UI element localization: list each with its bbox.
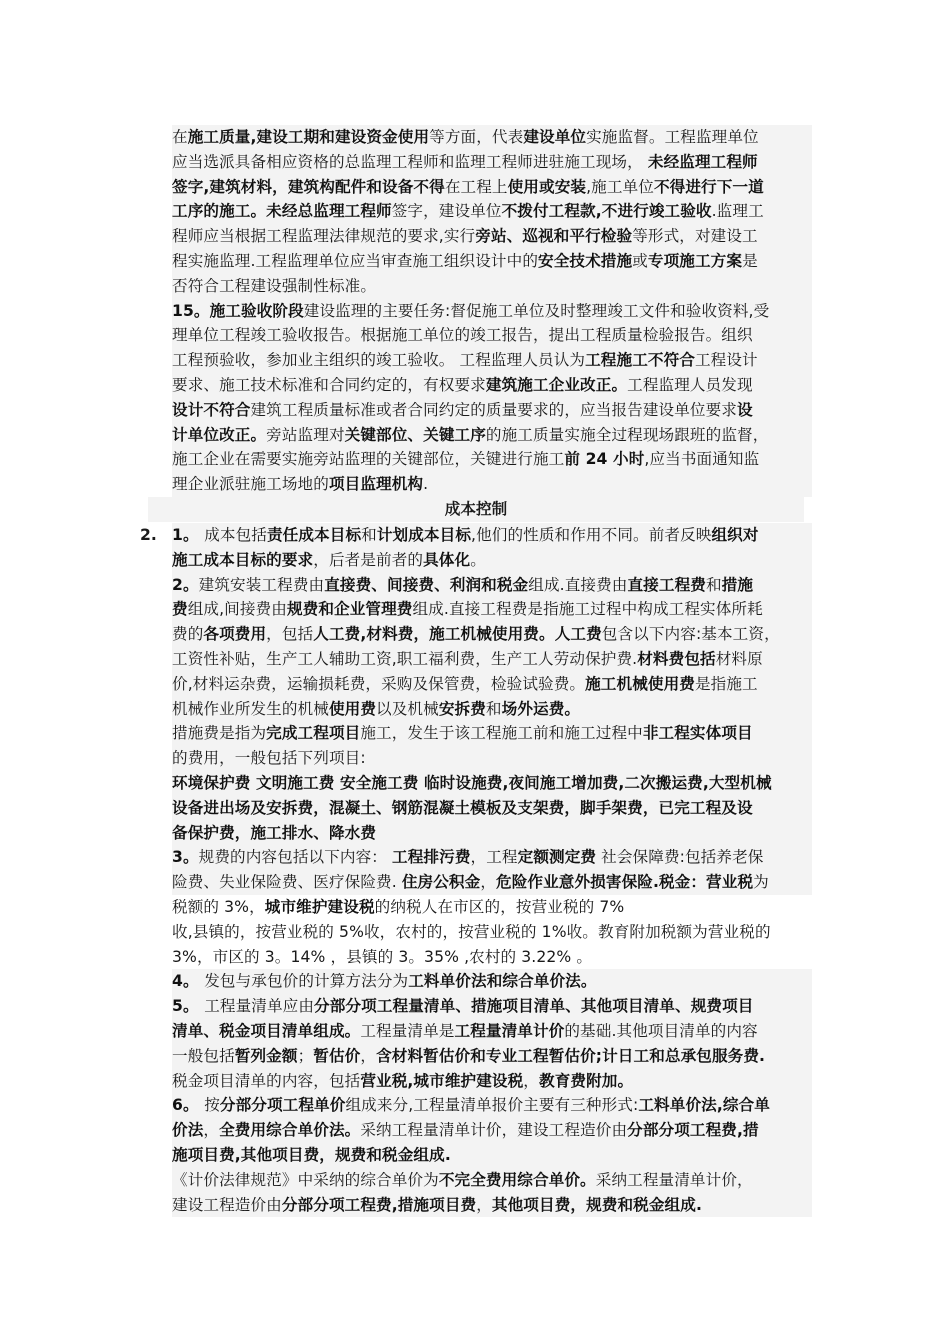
text-run: 工程监理人员发现 bbox=[627, 375, 753, 394]
text-run: 是 bbox=[742, 251, 758, 270]
bold-text: 前 24 小时 bbox=[564, 450, 645, 469]
bold-text: 15。施工验收阶段 bbox=[172, 301, 304, 320]
text-run: ， bbox=[360, 1046, 377, 1065]
text-run: 等形式，对建设工 bbox=[632, 227, 758, 246]
bold-text: 措施 bbox=[721, 575, 754, 594]
text-run: ,应当书面通知监 bbox=[644, 450, 760, 469]
bold-text: 规费和企业管理费 bbox=[286, 600, 413, 619]
bold-text: 含材料暂估价和专业工程暂估价;计日工和总承包服务费. bbox=[376, 1046, 766, 1065]
bold-text: 4。 bbox=[172, 972, 205, 991]
bold-text: 施项目费,其他项目费，规费和税金组成. bbox=[172, 1145, 451, 1164]
text-run: 成本包括 bbox=[204, 526, 267, 544]
bold-text: 分部分项工程量清单、措施项目清单、其他项目清单、规费项目 bbox=[314, 997, 754, 1016]
text-run: . bbox=[423, 475, 429, 494]
text-line bbox=[172, 845, 812, 870]
text-line bbox=[172, 523, 812, 548]
bold-text: 1。 bbox=[172, 526, 205, 544]
text-run: 等方面，代表 bbox=[429, 128, 524, 146]
bold-text: 材料费包括 bbox=[637, 649, 716, 668]
text-run: 价,材料运杂费，运输损耗费，采购及保管费，检验试验费。 bbox=[172, 674, 586, 693]
bold-text: 直接工程费 bbox=[627, 575, 706, 594]
text-run: 的纳税人在市区的，按营业税的 7% bbox=[374, 897, 625, 916]
text-run: ， bbox=[203, 1121, 220, 1140]
text-run: 建筑安装工程费由 bbox=[198, 575, 325, 594]
bold-text: 使用或安装 bbox=[507, 177, 587, 196]
text-run: 。 bbox=[470, 550, 486, 569]
text-run: 理单位工程竣工验收报告。根据施工单位的竣工报告，提出工程质量检验报告。组织 bbox=[172, 326, 753, 345]
bold-text: 不拨付工程款,不进行竣工验收 bbox=[501, 202, 712, 221]
bold-text: 定额测定费 bbox=[517, 848, 597, 867]
text-run: 的基础.其他项目清单的内容 bbox=[564, 1021, 758, 1040]
bold-text: 工程量清单计价 bbox=[454, 1021, 565, 1040]
text-run: 或 bbox=[632, 251, 648, 270]
text-line bbox=[172, 870, 812, 895]
text-run: 险费、失业保险费、医疗保险费. bbox=[172, 873, 402, 892]
bold-text: 不得进行下一道 bbox=[653, 177, 764, 196]
text-run: 要求、施工技术标准和合同约定的，有权要求 bbox=[172, 375, 486, 394]
text-line bbox=[172, 373, 812, 398]
text-run: ， bbox=[476, 1195, 492, 1214]
text-line bbox=[172, 721, 812, 746]
bold-text: 3。 bbox=[172, 848, 199, 867]
text-line bbox=[172, 323, 812, 348]
text-line bbox=[172, 994, 812, 1019]
text-run: 签字，建设单位 bbox=[391, 202, 502, 221]
text-run: ， bbox=[480, 873, 497, 892]
text-run: 组成.直接费由 bbox=[528, 575, 628, 594]
bold-text: 场外运费。 bbox=[501, 699, 581, 718]
text-line bbox=[172, 1044, 812, 1069]
text-run: 税额的 3%， bbox=[172, 897, 265, 916]
bold-text: 营业税,城市维护建设税 bbox=[360, 1071, 524, 1090]
text-run: 3%，市区的 3。14% ，县镇的 3。35% ,农村的 3.22% 。 bbox=[172, 947, 593, 966]
bold-text: 不完全费用综合单价。 bbox=[438, 1170, 596, 1189]
text-run: 组成来分,工程量清单报价主要有三种形式: bbox=[345, 1096, 639, 1115]
text-line bbox=[172, 150, 812, 175]
text-run: 应当选派具备相应资格的总监理工程师和监理工程师进驻施工现场， bbox=[172, 152, 648, 171]
bold-text: 旁站、巡视和平行检验 bbox=[475, 227, 633, 246]
text-run: 建设监理的主要任务:督促施工单位及时整理竣工文件和验收资料,受 bbox=[303, 301, 770, 320]
text-run: 组成.直接工程费是指施工过程中构成工程实体所耗 bbox=[412, 600, 763, 619]
text-line bbox=[172, 945, 812, 970]
text-line bbox=[172, 1118, 812, 1143]
text-run: 《计价法律规范》 bbox=[172, 1170, 298, 1189]
text-run: 建筑工程质量标准或者合同约定的质量要求的，应当报告建设单位要求 bbox=[250, 400, 737, 419]
text-run: 机械作业所发生的机械 bbox=[172, 699, 329, 718]
bold-text: 分部分项工程费,措 bbox=[627, 1121, 759, 1140]
text-run: 施工，发生于该工程施工前和施工过程中 bbox=[360, 724, 643, 743]
bold-text: 施工成本目标的要求 bbox=[172, 550, 314, 569]
text-run: .监理工 bbox=[711, 202, 764, 221]
text-line bbox=[172, 622, 812, 647]
text-line bbox=[172, 1193, 812, 1218]
text-run: 工程量清单应由 bbox=[204, 997, 315, 1016]
text-run: 工程量清单是 bbox=[360, 1021, 455, 1040]
bold-text: 价法 bbox=[172, 1121, 204, 1140]
text-run: 中采纳的综合单价为 bbox=[297, 1170, 439, 1189]
text-run: 一般包括 bbox=[172, 1046, 235, 1065]
bold-text: 环境保护费 文明施工费 安全施工费 临时设施费,夜间施工增加费,二次搬运费,大型机械 bbox=[172, 773, 772, 792]
text-line bbox=[172, 447, 812, 472]
cost-control-section bbox=[172, 523, 812, 1217]
text-line bbox=[172, 672, 812, 697]
text-line bbox=[172, 548, 812, 573]
bold-text: 暂列金额 bbox=[234, 1046, 298, 1065]
text-line bbox=[172, 249, 812, 274]
bold-text: 住房公积金 bbox=[401, 873, 481, 892]
text-line bbox=[172, 348, 812, 373]
bold-text: 清单、税金项目清单组成。 bbox=[172, 1021, 361, 1040]
bold-text: 计单位改正。 bbox=[172, 425, 267, 444]
text-line bbox=[172, 895, 812, 920]
text-line bbox=[172, 746, 812, 771]
bold-text: 全费用综合单价法。 bbox=[219, 1121, 361, 1140]
section-heading: 成本控制 bbox=[148, 497, 804, 522]
bold-text: 安拆费 bbox=[438, 699, 486, 718]
bold-text: 工序的施工。未经总监理工程师 bbox=[172, 202, 392, 221]
bold-text: 分部分项工程单价 bbox=[219, 1096, 346, 1115]
text-line bbox=[172, 224, 812, 249]
bold-text: 危险作业意外损害保险.税金：营业税 bbox=[496, 873, 754, 892]
bold-text: 建设单位 bbox=[523, 128, 587, 146]
bold-text: 其他项目费，规费和税金组成. bbox=[491, 1195, 702, 1214]
supervision-section bbox=[172, 125, 812, 497]
bold-text: 关键部位、关键工序 bbox=[344, 425, 486, 444]
text-line bbox=[172, 821, 812, 846]
bold-text: 6。 bbox=[172, 1096, 205, 1115]
text-line bbox=[172, 1019, 812, 1044]
text-run: ； bbox=[297, 1046, 314, 1065]
text-run: 以及机械 bbox=[376, 699, 439, 718]
text-run: ,施工单位 bbox=[586, 177, 654, 196]
text-run: 收,县镇的，按营业税的 5%收，农村的，按营业税的 1%收。教育附加税额为营业税的 bbox=[172, 922, 771, 941]
bold-text: 施工机械使用费 bbox=[585, 674, 695, 693]
bold-text: 完成工程项目 bbox=[266, 724, 361, 743]
text-run: 否符合工程建设强制性标准。 bbox=[172, 276, 377, 295]
text-line bbox=[172, 199, 812, 224]
text-line bbox=[172, 1093, 812, 1118]
bold-text: 项目监理机构 bbox=[328, 475, 424, 494]
bold-text: 组织对 bbox=[711, 526, 759, 544]
bold-text: 工料单价法,综合单 bbox=[638, 1096, 770, 1115]
bold-text: 教育费附加。 bbox=[539, 1071, 634, 1090]
text-line bbox=[172, 398, 812, 423]
text-run: 采纳工程量清单计价， bbox=[595, 1170, 753, 1189]
text-line bbox=[172, 125, 812, 150]
bold-text: 设备进出场及安拆费，混凝土、钢筋混凝土模板及支架费，脚手架费，已完工程及设 bbox=[172, 798, 753, 817]
text-run: 工程预验收，参加业主组织的竣工验收。 工程监理人员认为 bbox=[172, 351, 586, 370]
bold-text: 城市维护建设税 bbox=[264, 897, 375, 916]
bold-text: 建筑施工企业改正。 bbox=[485, 375, 628, 394]
bold-text: 专项施工方案 bbox=[647, 251, 743, 270]
text-run: 实施监督。工程监理单位 bbox=[586, 128, 759, 146]
bold-text: 非工程实体项目 bbox=[642, 724, 753, 743]
text-run: ,他们的性质和作用不同。前者反映 bbox=[471, 526, 712, 544]
text-line bbox=[172, 472, 812, 497]
text-run: 包含以下内容:基本工资， bbox=[601, 625, 780, 644]
bold-text: 未经监理工程师 bbox=[647, 152, 758, 171]
bold-text: 2。 bbox=[172, 575, 199, 594]
bold-text: 施工质量,建设工期和建设资金使用 bbox=[187, 128, 430, 146]
text-run: 按 bbox=[204, 1096, 220, 1115]
text-run: 为 bbox=[753, 873, 769, 892]
bold-text: 工程排污费 bbox=[392, 848, 471, 867]
text-run: ，后者是前者的 bbox=[313, 550, 424, 569]
text-line bbox=[172, 299, 812, 324]
text-line bbox=[172, 796, 812, 821]
text-run: 理企业派驻施工场地的 bbox=[172, 475, 329, 494]
bold-text: 费 bbox=[172, 600, 188, 619]
bold-text: 备保护费，施工排水、降水费 bbox=[172, 823, 377, 842]
text-line bbox=[172, 697, 812, 722]
text-run: ， bbox=[523, 1071, 539, 1090]
text-run: 建设工程造价由 bbox=[172, 1195, 282, 1214]
text-line bbox=[172, 597, 812, 622]
bold-text: 人工费,材料费，施工机械使用费。人工费 bbox=[313, 625, 602, 644]
text-line bbox=[172, 175, 812, 200]
text-run: 和 bbox=[361, 526, 377, 544]
bold-text: 设计不符合 bbox=[172, 400, 251, 419]
text-run: ，包括 bbox=[266, 625, 314, 644]
text-line bbox=[172, 647, 812, 672]
bold-text: 工料单价法和综合单价法。 bbox=[408, 972, 597, 991]
bold-text: 具体化 bbox=[423, 550, 471, 569]
text-run: 的施工质量实施全过程现场跟班的监督， bbox=[485, 425, 769, 444]
text-line bbox=[172, 274, 812, 299]
bold-text: 责任成本目标 bbox=[266, 526, 362, 544]
text-line bbox=[172, 423, 812, 448]
text-run: 是指施工 bbox=[694, 674, 758, 693]
bold-text: 安全技术措施 bbox=[538, 251, 633, 270]
text-line bbox=[172, 969, 812, 994]
text-run: 措施费是指为 bbox=[172, 724, 267, 743]
text-run: 旁站监理对 bbox=[266, 425, 345, 444]
text-line bbox=[172, 573, 812, 598]
text-run: 材料原 bbox=[715, 649, 763, 668]
text-line bbox=[172, 1143, 812, 1168]
bold-text: 设 bbox=[737, 400, 753, 419]
bold-text: 5。 bbox=[172, 997, 205, 1016]
text-line bbox=[172, 1069, 812, 1094]
text-run: 发包与承包价的计算方法分为 bbox=[204, 972, 409, 991]
bold-text: 分部分项工程费,措施项目费 bbox=[281, 1195, 477, 1214]
text-run: 采纳工程量清单计价，建设工程造价由 bbox=[360, 1121, 628, 1140]
text-run: 工程设计 bbox=[694, 351, 758, 370]
text-run: 和 bbox=[705, 575, 722, 594]
text-run: 的费用，一般包括下列项目: bbox=[172, 749, 366, 768]
text-line bbox=[172, 1168, 812, 1193]
text-run: 在工程上 bbox=[444, 177, 508, 196]
bold-text: 工程施工不符合 bbox=[585, 351, 695, 370]
list-marker: 2. bbox=[140, 526, 157, 544]
bold-text: 计划成本目标 bbox=[376, 526, 472, 544]
text-line bbox=[172, 920, 812, 945]
text-line bbox=[172, 771, 812, 796]
text-run: 程师应当根据工程监理法律规范的要求,实行 bbox=[172, 227, 476, 246]
text-run: ，工程 bbox=[470, 848, 518, 867]
bold-text: 直接费、间接费、利润和税金 bbox=[324, 575, 529, 594]
bold-text: 签字,建筑材料，建筑构配件和设备不得 bbox=[172, 177, 445, 196]
text-run: 工资性补贴，生产工人辅助工资,职工福利费，生产工人劳动保护费. bbox=[172, 649, 638, 668]
text-run: 费的 bbox=[172, 625, 204, 644]
text-run: 组成,间接费由 bbox=[187, 600, 287, 619]
text-run: 和 bbox=[485, 699, 502, 718]
bold-text: 各项费用 bbox=[203, 625, 267, 644]
text-run: 社会保障费:包括养老保 bbox=[596, 848, 764, 867]
text-run: 税金项目清单的内容，包括 bbox=[172, 1071, 361, 1090]
text-run: 程实施监理.工程监理单位应当审查施工组织设计中的 bbox=[172, 251, 539, 270]
bold-text: 使用费 bbox=[328, 699, 377, 718]
text-run: 在 bbox=[172, 128, 188, 146]
text-run: 施工企业在需要实施旁站监理的关键部位，关键进行施工 bbox=[172, 450, 565, 469]
bold-text: 暂估价 bbox=[313, 1046, 361, 1065]
text-run: 规费的内容包括以下内容： bbox=[198, 848, 393, 867]
